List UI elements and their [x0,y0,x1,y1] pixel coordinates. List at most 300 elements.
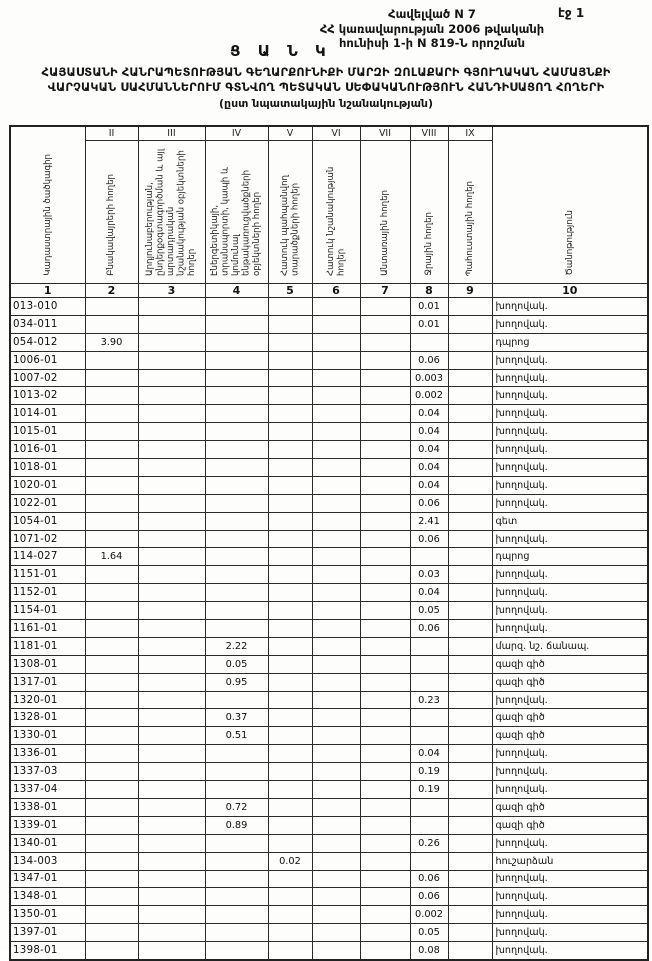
area-value [205,351,268,369]
document-title [0,66,652,111]
area-value [312,870,360,888]
column-roman-numeral: III [138,126,205,141]
title-line-1: ՀԱՅԱՍՏԱՆԻ ՀԱՆՐԱՊԵՏՈՒԹՅԱՆ ԳԵՂԱՐՔՈՒՆԻՔԻ ՄԱՐԶԻ ԶՈԼԱՔԱՐԻ ԳՅՈՒՂԱԿԱՆ ՀԱՄԱՅՆՔԻ [41,66,611,79]
column-number: 9 [448,284,492,298]
area-value [85,673,138,691]
area-value [448,566,492,584]
area-value [138,566,205,584]
area-value [312,441,360,459]
area-value [268,620,312,638]
column-number: 4 [205,284,268,298]
area-value [138,763,205,781]
area-value [312,888,360,906]
parcel-code: 054-012 [10,333,85,351]
area-value [268,566,312,584]
note-cell: խողովակ. [492,441,648,459]
area-value [205,584,268,602]
note-cell: գազի գիծ [492,727,648,745]
table-row [10,673,648,691]
area-value [85,512,138,530]
note-cell: խողովակ. [492,745,648,763]
table-row [10,423,648,441]
area-value [85,798,138,816]
parcel-code: 1015-01 [10,423,85,441]
area-value [360,942,410,960]
column-header-8 [410,141,448,284]
table-row [10,709,648,727]
parcel-code: 1154-01 [10,602,85,620]
table-row [10,298,648,316]
column-number: 6 [312,284,360,298]
area-value [268,423,312,441]
area-value [85,888,138,906]
area-value: 0.03 [410,566,448,584]
area-value [312,942,360,960]
table-row [10,333,648,351]
table-row [10,870,648,888]
area-value [410,727,448,745]
area-value [85,387,138,405]
area-value [312,816,360,834]
area-value [268,870,312,888]
parcel-code: 1018-01 [10,459,85,477]
table-row [10,566,648,584]
area-value [138,459,205,477]
note-cell: դպրոց [492,548,648,566]
column-number: 10 [492,284,648,298]
area-value [138,637,205,655]
note-cell: խողովակ. [492,315,648,333]
area-value: 0.04 [410,584,448,602]
area-value [205,476,268,494]
area-value [448,333,492,351]
area-value [360,727,410,745]
parcel-code: 1151-01 [10,566,85,584]
area-value [410,816,448,834]
area-value [312,476,360,494]
area-value: 0.05 [410,924,448,942]
parcel-code: 1338-01 [10,798,85,816]
area-value [448,816,492,834]
area-value [410,637,448,655]
note-cell: խողովակ. [492,405,648,423]
area-value [85,298,138,316]
note-cell: գազի գիծ [492,816,648,834]
area-value [360,870,410,888]
area-value [138,691,205,709]
area-value [360,924,410,942]
column-header-2 [85,141,138,284]
area-value [85,441,138,459]
column-header-3 [138,141,205,284]
area-value: 0.01 [410,298,448,316]
table-row [10,315,648,333]
area-value [268,745,312,763]
area-value [448,459,492,477]
area-value [85,709,138,727]
area-value [205,548,268,566]
area-value [360,512,410,530]
column-header-label: Բնակավայրերի հողեր [106,174,117,276]
area-value: 0.89 [205,816,268,834]
area-value [85,530,138,548]
area-value [312,351,360,369]
area-value [312,763,360,781]
area-value: 0.08 [410,942,448,960]
parcel-code: 013-010 [10,298,85,316]
table-row [10,852,648,870]
parcel-code: 1398-01 [10,942,85,960]
area-value [312,494,360,512]
area-value [138,298,205,316]
note-cell: դպրոց [492,333,648,351]
area-value: 0.05 [205,655,268,673]
column-roman-numeral: VI [312,126,360,141]
parcel-code: 1337-03 [10,763,85,781]
table-header [10,126,648,298]
area-value [360,333,410,351]
table-row [10,548,648,566]
note-cell: խողովակ. [492,584,648,602]
doc-type-heading: Ց Ա Ն Կ [230,42,332,60]
area-value [360,763,410,781]
note-cell: խողովակ. [492,369,648,387]
note-cell: խողովակ. [492,924,648,942]
area-value [85,834,138,852]
area-value [138,405,205,423]
area-value [360,315,410,333]
appendix-line-2: ՀՀ կառավարության 2006 թվականի [319,21,545,36]
area-value [138,387,205,405]
area-value [268,637,312,655]
area-value [205,333,268,351]
area-value [448,906,492,924]
page-number: էջ 1 [558,6,585,20]
area-value [268,942,312,960]
area-value [138,942,205,960]
area-value: 2.22 [205,637,268,655]
area-value [268,476,312,494]
area-value [360,405,410,423]
parcel-code: 1337-04 [10,781,85,799]
area-value [138,906,205,924]
area-value: 0.23 [410,691,448,709]
parcel-code: 1336-01 [10,745,85,763]
area-value [312,906,360,924]
parcel-code: 1348-01 [10,888,85,906]
area-value: 0.04 [410,441,448,459]
table-row [10,494,648,512]
parcel-code: 1071-02 [10,530,85,548]
area-value [448,798,492,816]
area-value [138,333,205,351]
area-value [268,834,312,852]
note-cell: խողովակ. [492,691,648,709]
area-value [205,315,268,333]
note-cell: խողովակ. [492,459,648,477]
area-value [410,655,448,673]
area-value [138,351,205,369]
table-row [10,727,648,745]
area-value [205,888,268,906]
area-value: 0.04 [410,459,448,477]
table-row [10,924,648,942]
area-value [312,709,360,727]
area-value [312,405,360,423]
area-value: 0.06 [410,530,448,548]
appendix-line-3: հունիսի 1-ի N 819-Ն որոշման [339,36,525,50]
area-value [448,888,492,906]
area-value [85,924,138,942]
area-value [448,494,492,512]
column-header-label: Հատուկ նշանակության հողեր [325,166,346,276]
note-cell: խողովակ. [492,351,648,369]
area-value: 0.04 [410,405,448,423]
area-value [360,369,410,387]
table-row [10,816,648,834]
area-value [448,315,492,333]
table-row [10,530,648,548]
area-value [268,602,312,620]
area-value [312,673,360,691]
area-value [85,369,138,387]
area-value [205,745,268,763]
area-value: 3.90 [85,333,138,351]
parcel-code: 1308-01 [10,655,85,673]
area-value [205,512,268,530]
area-value [85,494,138,512]
table-row [10,512,648,530]
note-cell: գազի գիծ [492,709,648,727]
area-value [138,673,205,691]
area-value [268,459,312,477]
area-value [360,602,410,620]
area-value [138,602,205,620]
area-value [448,476,492,494]
area-value [448,709,492,727]
area-value [448,727,492,745]
column-number: 5 [268,284,312,298]
note-cell: խողովակ. [492,602,648,620]
area-value: 0.26 [410,834,448,852]
area-value [448,870,492,888]
area-value [410,798,448,816]
area-value [205,781,268,799]
area-value [268,494,312,512]
area-value [410,709,448,727]
parcel-code: 1152-01 [10,584,85,602]
area-value [448,405,492,423]
column-header-label: Անտառային հողեր [379,190,390,276]
parcel-code: 1397-01 [10,924,85,942]
area-value: 0.003 [410,369,448,387]
area-value [448,387,492,405]
column-number: 2 [85,284,138,298]
parcel-code: 1350-01 [10,906,85,924]
area-value [268,584,312,602]
parcel-code: 1330-01 [10,727,85,745]
table-row [10,441,648,459]
area-value [205,405,268,423]
area-value: 0.06 [410,870,448,888]
area-value [138,548,205,566]
state-lands-table [9,125,649,961]
area-value [85,315,138,333]
area-value [312,566,360,584]
area-value [448,620,492,638]
area-value [205,369,268,387]
area-value [205,924,268,942]
parcel-code: 1020-01 [10,476,85,494]
area-value [268,709,312,727]
parcel-code: 1007-02 [10,369,85,387]
parcel-code: 1320-01 [10,691,85,709]
table-row [10,763,648,781]
area-value [85,763,138,781]
area-value [448,441,492,459]
area-value [360,852,410,870]
area-value [448,512,492,530]
area-value [138,888,205,906]
area-value [268,530,312,548]
column-header-4 [205,141,268,284]
column-roman-numeral: VII [360,126,410,141]
table-row [10,351,648,369]
area-value [360,351,410,369]
table-row [10,834,648,852]
area-value [312,924,360,942]
area-value [360,906,410,924]
area-value [312,798,360,816]
area-value [360,709,410,727]
column-header-label: Հատուկ պահպանվող տարածքների հողեր [279,175,300,276]
area-value [205,530,268,548]
area-value [448,745,492,763]
area-value [138,369,205,387]
area-value [85,584,138,602]
area-value [138,494,205,512]
column-header-label: Ծանոթություն [564,210,575,276]
area-value [312,781,360,799]
area-value [85,476,138,494]
area-value [85,942,138,960]
column-header-6 [312,141,360,284]
area-value [268,298,312,316]
column-header-label: Կադաստրային ծածկագիր [42,154,53,276]
area-value [85,405,138,423]
title-line-3: (ըստ նպատակային նշանակության) [219,97,433,110]
area-value [360,423,410,441]
area-value [138,745,205,763]
area-value [85,423,138,441]
note-cell: գազի գիծ [492,673,648,691]
area-value [312,655,360,673]
table-row [10,798,648,816]
area-value [410,548,448,566]
area-value [138,423,205,441]
parcel-code: 1014-01 [10,405,85,423]
area-value [448,602,492,620]
area-value [205,387,268,405]
note-cell: խողովակ. [492,476,648,494]
table-row [10,637,648,655]
area-value [205,870,268,888]
area-value [205,423,268,441]
table-row [10,906,648,924]
area-value: 0.04 [410,745,448,763]
area-value [85,906,138,924]
parcel-code: 1006-01 [10,351,85,369]
table-row [10,369,648,387]
table-row [10,387,648,405]
area-value [360,673,410,691]
area-value [205,620,268,638]
area-value [360,298,410,316]
area-value [268,512,312,530]
area-value [268,673,312,691]
column-roman-numeral: II [85,126,138,141]
area-value [448,852,492,870]
area-value [360,745,410,763]
area-value [268,655,312,673]
column-header-7 [360,141,410,284]
note-cell: խողովակ. [492,942,648,960]
area-value [138,512,205,530]
table-row [10,888,648,906]
column-number: 8 [410,284,448,298]
area-value [448,423,492,441]
note-cell: խողովակ. [492,298,648,316]
area-value [138,852,205,870]
area-value [448,530,492,548]
area-value [448,298,492,316]
area-value [312,423,360,441]
area-value [268,333,312,351]
note-cell: խողովակ. [492,620,648,638]
parcel-code: 1161-01 [10,620,85,638]
column-roman-numeral: V [268,126,312,141]
area-value: 0.05 [410,602,448,620]
area-value [268,727,312,745]
parcel-code: 1340-01 [10,834,85,852]
note-cell: խողովակ. [492,566,648,584]
area-value [85,816,138,834]
area-value [205,763,268,781]
area-value [205,852,268,870]
parcel-code: 1328-01 [10,709,85,727]
area-value [85,637,138,655]
area-value [312,727,360,745]
table-row [10,405,648,423]
column-number: 1 [10,284,85,298]
area-value [205,441,268,459]
note-cell: գետ [492,512,648,530]
area-value [360,459,410,477]
area-value [205,298,268,316]
column-header-label: Ջրային հողեր [423,212,434,276]
area-value [448,942,492,960]
area-value [448,369,492,387]
area-value [205,602,268,620]
area-value: 0.06 [410,494,448,512]
area-value [312,691,360,709]
area-value [312,620,360,638]
parcel-code: 114-027 [10,548,85,566]
area-value [312,745,360,763]
table-row [10,781,648,799]
area-value: 0.72 [205,798,268,816]
area-value [138,655,205,673]
